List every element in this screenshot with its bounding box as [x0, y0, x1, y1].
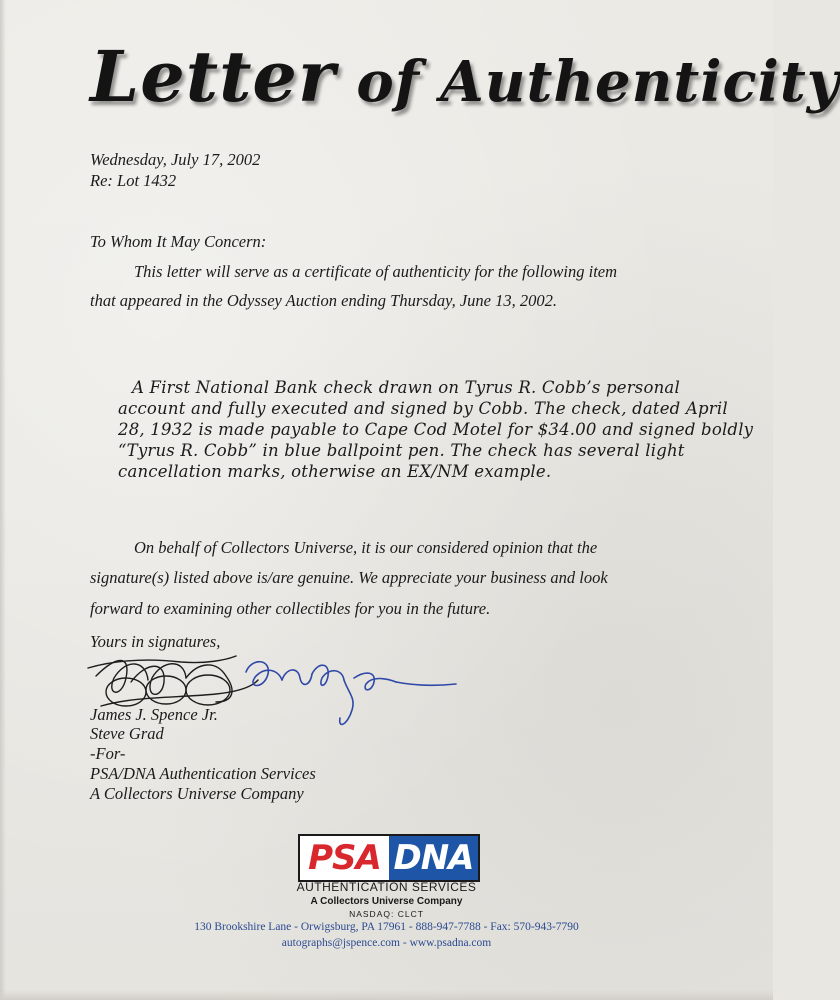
- letter-title: [90, 35, 840, 130]
- title-first-word: Letter: [90, 35, 336, 118]
- title-rest: of Authenticity: [356, 49, 840, 115]
- letter-date: Wednesday, July 17, 2002: [90, 150, 261, 169]
- salutation: To Whom It May Concern:: [90, 232, 267, 251]
- org-subtitle: A Collectors Universe Company: [90, 784, 304, 803]
- valediction: Yours in signatures,: [90, 632, 221, 651]
- dna-logo-part: DNA: [389, 836, 478, 880]
- intro-line-2: that appeared in the Odyssey Auction ending Thursday, June 13, 2002.: [90, 291, 557, 310]
- opinion-line-2: signature(s) listed above is/are genuine. We appreciate your business and look: [90, 568, 608, 587]
- footer-web: autographs@jspence.com - www.psadna.com: [281, 937, 492, 949]
- opinion-line-1: On behalf of Collectors Universe, it is our considered opinion that the: [134, 538, 598, 557]
- intro-line-1: This letter will serve as a certificate of authenticity for the following item: [134, 262, 618, 281]
- grad-signature: [246, 662, 456, 725]
- psa-logo-part: PSA: [300, 836, 389, 880]
- org-name: PSA/DNA Authentication Services: [90, 764, 316, 783]
- for-label: -For-: [90, 744, 126, 763]
- spence-signature: [88, 656, 258, 706]
- psa-dna-logo: [298, 834, 480, 882]
- item-line-1: A First National Bank check drawn on Tyrus R. Cobb’s personal: [132, 378, 680, 397]
- page-bottom-shadow: [0, 990, 773, 1000]
- footer-address: 130 Brookshire Lane - Orwigsburg, PA 17961 - 888-947-7788 - Fax: 570-943-7790: [194, 921, 579, 933]
- item-line-4: “Tyrus R. Cobb” in blue ballpoint pen. The check has several light: [118, 441, 685, 460]
- letter-lot: Re: Lot 1432: [90, 171, 177, 190]
- signer-1: James J. Spence Jr.: [90, 705, 218, 724]
- item-line-2: account and fully executed and signed by Cobb. The check, dated April: [118, 399, 728, 418]
- opinion-line-3: forward to examining other collectibles for you in the future.: [90, 599, 491, 618]
- footer-company: A Collectors Universe Company: [310, 896, 463, 907]
- authentication-services-label: AUTHENTICATION SERVICES: [296, 880, 477, 894]
- signer-2: Steve Grad: [90, 724, 164, 743]
- nasdaq-ticker: NASDAQ: CLCT: [349, 909, 424, 919]
- page-edge-shadow: [0, 0, 6, 1000]
- item-line-5: cancellation marks, otherwise an EX/NM example.: [118, 462, 552, 481]
- item-line-3: 28, 1932 is made payable to Cape Cod Motel for $34.00 and signed boldly: [118, 420, 754, 439]
